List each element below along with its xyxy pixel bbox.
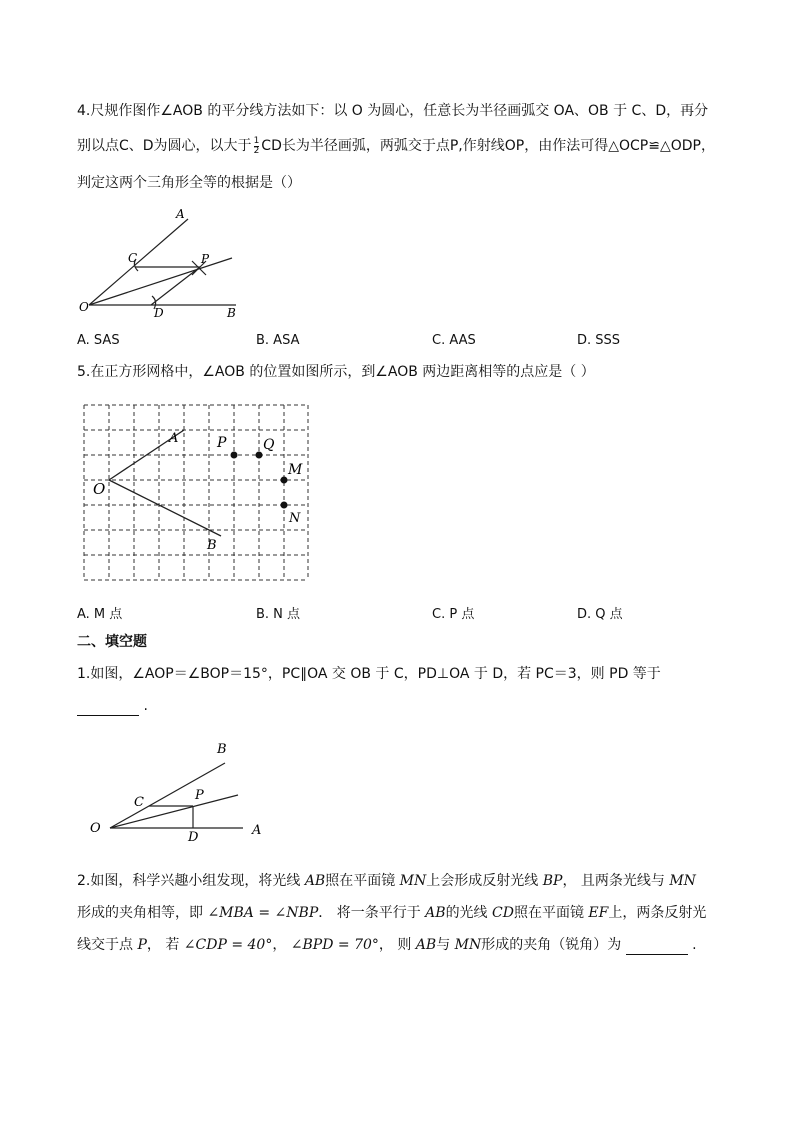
f2-text: ， 若	[146, 937, 184, 953]
q5-label-O: O	[93, 480, 106, 498]
q4-label-D: D	[154, 306, 164, 320]
f2-text: 的光线	[445, 905, 493, 921]
f2-math-AB: AB	[304, 873, 326, 889]
f2-line1	[77, 871, 696, 891]
f2-math-EF: EF	[588, 905, 609, 921]
f2-math-P: P	[137, 937, 147, 953]
f2-text: ，	[272, 937, 291, 953]
f2-text: ． 将一条平行于	[318, 905, 426, 921]
q4-label-P: P	[201, 252, 210, 266]
f2-math-BP: BP	[542, 873, 563, 889]
q5-label-P: P	[217, 435, 227, 451]
f2-text: 与	[436, 937, 455, 953]
q5-line1: 5.在正方形网格中，∠AOB 的位置如图所示，到∠AOB 两边距离相等的点应是（ ）	[77, 364, 595, 380]
f1-label-B: B	[217, 742, 227, 757]
f2-math-CD: CD	[492, 905, 514, 921]
f1-period: .	[143, 698, 148, 714]
q5-option-a[interactable]: A. M 点	[77, 607, 123, 622]
f2-text: 上会形成反射光线	[426, 873, 543, 889]
q4-option-d[interactable]: D. SSS	[577, 333, 621, 348]
f1-label-A: A	[252, 823, 262, 838]
f1-line1: 1.如图，∠AOP＝∠BOP＝15°，PC∥OA 交 OB 于 C，PD⊥OA 于 D，若 PC＝3，则 PD 等于	[77, 666, 661, 682]
f2-text: 照在平面镜	[513, 905, 589, 921]
q4-line3: 判定这两个三角形全等的根据是（）	[77, 175, 301, 191]
half-fraction: $\frac{1}{2}$	[253, 135, 260, 156]
f1-answer-blank[interactable]	[77, 701, 139, 716]
q4-line2-pre: 别以点C、D为圆心，以大于	[77, 138, 252, 154]
f2-text: 上，两条反射光	[608, 905, 707, 921]
q4-label-O: O	[79, 300, 89, 314]
q4-option-a[interactable]: A. SAS	[77, 333, 120, 348]
f2-text: ， 则	[378, 937, 416, 953]
f2-answer-blank[interactable]	[626, 940, 688, 955]
q5-point-Q	[256, 452, 263, 459]
f2-math-MN: MN	[399, 873, 427, 889]
f2-math-MN: MN	[454, 937, 482, 953]
f2-text: 2.如图，科学兴趣小组发现，将光线	[77, 873, 305, 889]
f2-text: 照在平面镜	[325, 873, 400, 889]
q4-option-b[interactable]: B. ASA	[256, 333, 300, 348]
q4-label-A: A	[176, 207, 185, 221]
q5-option-d[interactable]: D. Q 点	[577, 607, 623, 622]
f2-period: .	[692, 937, 697, 953]
q4-line2-post: CD长为半径画弧，两弧交于点P,作射线OP，由作法可得△OCP≌△ODP，	[261, 138, 715, 154]
f2-line2	[77, 903, 706, 923]
q5-option-c[interactable]: C. P 点	[432, 607, 475, 622]
q4-figure	[74, 205, 254, 323]
f2-text: ， 且两条光线与	[562, 873, 670, 889]
q4-line2	[77, 136, 715, 156]
q4-label-B: B	[227, 306, 236, 320]
q5-point-M	[281, 477, 288, 484]
section-title: 二、填空题	[77, 634, 147, 650]
q4-option-c[interactable]: C. AAS	[432, 333, 476, 348]
f2-text: 线交于点	[77, 937, 138, 953]
q5-label-N: N	[289, 511, 301, 526]
q5-label-Q: Q	[263, 437, 275, 453]
q5-label-A: A	[169, 431, 179, 446]
f1-figure	[85, 737, 270, 849]
f1-label-C: C	[134, 795, 144, 810]
q5-point-N	[281, 502, 288, 509]
q5-label-B: B	[207, 538, 217, 553]
q4-label-C: C	[128, 251, 138, 265]
f2-math-angle-BPD: ∠BPD = 70°	[290, 937, 379, 953]
q5-option-b[interactable]: B. N 点	[256, 607, 301, 622]
f1-label-P: P	[195, 788, 204, 803]
f2-math-AB: AB	[415, 937, 437, 953]
f2-text: 形成的夹角（锐角）为	[481, 937, 626, 953]
q5-grid-figure	[80, 402, 312, 584]
f2-math-AB: AB	[425, 905, 446, 921]
q4-line1: 4.尺规作图作∠AOB 的平分线方法如下：以 O 为圆心，任意长为半径画弧交 OA、OB 于 C、D，再分	[77, 103, 709, 119]
q5-label-M: M	[288, 462, 303, 478]
f1-line2	[77, 696, 148, 716]
f2-text: 形成的夹角相等，即	[77, 905, 208, 921]
f1-label-D: D	[188, 830, 199, 845]
f2-math-MN: MN	[669, 873, 696, 889]
f1-label-O: O	[90, 821, 101, 836]
f2-math-angle-CDP: ∠CDP = 40°	[183, 937, 273, 953]
f2-line3	[77, 935, 697, 955]
q5-point-P	[231, 452, 238, 459]
f2-math-angle-equation: ∠MBA = ∠NBP	[207, 905, 319, 921]
